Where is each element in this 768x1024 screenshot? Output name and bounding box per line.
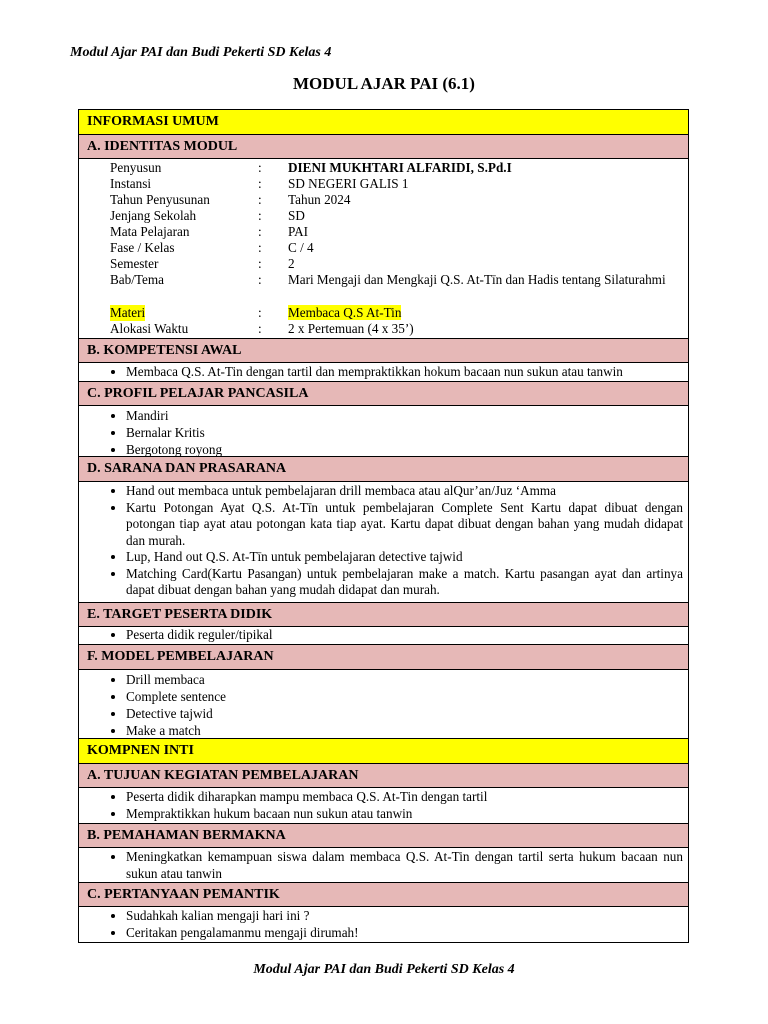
- list-item: • Make a match: [126, 722, 683, 739]
- identitas-grid: [79, 159, 688, 338]
- identitas-value: 2: [288, 256, 295, 271]
- identitas-modul-section: [79, 159, 688, 339]
- identitas-label: Semester: [110, 256, 159, 271]
- pertanyaan-pemantik-list: [79, 907, 688, 941]
- profil-pelajar-heading: C. PROFIL PELAJAR PANCASILA: [79, 382, 688, 406]
- pertanyaan-pemantik-heading: C. PERTANYAAN PEMANTIK: [79, 883, 688, 907]
- list-item: • Peserta didik reguler/tipikal: [126, 627, 683, 644]
- identitas-colon: :: [258, 224, 262, 239]
- identitas-value: C / 4: [288, 240, 314, 255]
- identitas-colon: :: [258, 208, 262, 223]
- identitas-value: SD: [288, 208, 305, 223]
- identitas-label: Instansi: [110, 176, 152, 191]
- materi-highlight: Membaca Q.S At-Tin: [288, 305, 402, 320]
- identitas-value: PAI: [288, 224, 309, 239]
- target-peserta-heading: E. TARGET PESERTA DIDIK: [79, 603, 688, 627]
- identitas-colon: :: [258, 192, 262, 207]
- model-pembelajaran-heading: F. MODEL PEMBELAJARAN: [79, 645, 688, 670]
- identitas-label: Materi: [110, 305, 146, 320]
- identitas-label: Bab/Tema: [110, 272, 165, 287]
- identitas-label: Mata Pelajaran: [110, 224, 190, 239]
- list-item: • Drill membaca: [126, 671, 683, 688]
- tujuan-kegiatan-list: [79, 788, 688, 822]
- pemahaman-bermakna-section: [79, 848, 688, 883]
- identitas-value: Tahun 2024: [288, 192, 351, 207]
- identitas-label: Jenjang Sekolah: [110, 208, 197, 223]
- pemahaman-bermakna-list: [79, 848, 688, 882]
- list-item: • Lup, Hand out Q.S. At-Tīn untuk pembelajaran detective tajwid: [126, 549, 683, 566]
- pemahaman-bermakna-heading: B. PEMAHAMAN BERMAKNA: [79, 824, 688, 848]
- list-item: • Mempraktikkan hukum bacaan nun sukun atau tanwin: [126, 806, 683, 823]
- list-item: • Sudahkah kalian mengaji hari ini ?: [126, 908, 683, 925]
- identitas-value: 2 x Pertemuan (4 x 35’): [288, 321, 414, 336]
- kompetensi-awal-list: [79, 363, 688, 381]
- identitas-label: Fase / Kelas: [110, 240, 175, 255]
- sarana-prasarana-list: [79, 482, 688, 599]
- list-item: • Complete sentence: [126, 688, 683, 705]
- tujuan-kegiatan-heading: A. TUJUAN KEGIATAN PEMBELAJARAN: [79, 764, 688, 788]
- kompetensi-awal-section: [79, 363, 688, 382]
- pertanyaan-pemantik-section: [79, 907, 688, 942]
- list-item: • Mandiri: [126, 407, 683, 424]
- list-item: • Membaca Q.S. At-Tin dengan tartil dan mempraktikkan hokum bacaan nun sukun atau tanwin: [126, 364, 683, 381]
- list-item: • Hand out membaca untuk pembelajaran drill membaca atau alQur’an/Juz ‘Amma: [126, 483, 683, 500]
- identitas-colon: :: [258, 256, 262, 271]
- running-header: Modul Ajar PAI dan Budi Pekerti SD Kelas 4: [70, 45, 332, 60]
- informasi-umum-bar: INFORMASI UMUM: [79, 110, 688, 135]
- identitas-value: [288, 305, 684, 321]
- list-item: • Bergotong royong: [126, 441, 683, 458]
- sarana-prasarana-section: [79, 482, 688, 603]
- profil-pelajar-section: [79, 406, 688, 457]
- identitas-label: Tahun Penyusunan: [110, 192, 210, 207]
- identitas-colon: :: [258, 176, 262, 191]
- komponen-inti-bar: KOMPNEN INTI: [79, 739, 688, 764]
- page-title: MODUL AJAR PAI (6.1): [293, 74, 475, 93]
- list-item: • Matching Card(Kartu Pasangan) untuk pembelajaran make a match. Kartu pasangan ayat dan artinya dapat dibuat dengan bahan yang mudah didapat dan murah.: [126, 566, 683, 599]
- model-pembelajaran-section: [79, 670, 688, 739]
- identitas-label: Alokasi Waktu: [110, 321, 189, 336]
- identitas-colon: :: [258, 272, 262, 287]
- identitas-label: Penyusun: [110, 160, 162, 175]
- running-footer: Modul Ajar PAI dan Budi Pekerti SD Kelas 4: [253, 962, 515, 977]
- list-item: • Peserta didik diharapkan mampu membaca Q.S. At-Tin dengan tartil: [126, 789, 683, 806]
- sarana-prasarana-heading: D. SARANA DAN PRASARANA: [79, 457, 688, 482]
- list-item: • Detective tajwid: [126, 705, 683, 722]
- identitas-colon: :: [258, 240, 262, 255]
- target-peserta-section: [79, 627, 688, 645]
- identitas-modul-heading: A. IDENTITAS MODUL: [79, 135, 688, 159]
- kompetensi-awal-heading: B. KOMPETENSI AWAL: [79, 339, 688, 363]
- list-item: • Bernalar Kritis: [126, 424, 683, 441]
- list-item: • Ceritakan pengalamanmu mengaji dirumah!: [126, 925, 683, 942]
- identitas-colon: :: [258, 160, 262, 175]
- identitas-value: DIENI MUKHTARI ALFARIDI, S.Pd.I: [288, 160, 512, 175]
- identitas-colon: :: [258, 305, 262, 320]
- model-pembelajaran-list: [79, 670, 688, 739]
- identitas-value: Mari Mengaji dan Mengkaji Q.S. At-Tīn dan Hadis tentang Silaturahmi: [288, 272, 666, 287]
- tujuan-kegiatan-section: [79, 788, 688, 824]
- list-item: • Kartu Potongan Ayat Q.S. At-Tīn untuk pembelajaran Complete Sent Kartu dapat dibuat dengan potongan tiap ayat atau potongan kata tiap ayat. Kartu dapat dibuat dengan bahan yang mudah didapat dan murah.: [126, 500, 683, 550]
- profil-pelajar-list: [79, 406, 688, 458]
- identitas-colon: :: [258, 321, 262, 336]
- identitas-value: SD NEGERI GALIS 1: [288, 176, 409, 191]
- module-table: [78, 109, 689, 943]
- target-peserta-list: [79, 627, 688, 644]
- list-item: • Meningkatkan kemampuan siswa dalam membaca Q.S. At-Tin dengan tartil serta hukum bacaan nun sukun atau tanwin: [126, 849, 683, 882]
